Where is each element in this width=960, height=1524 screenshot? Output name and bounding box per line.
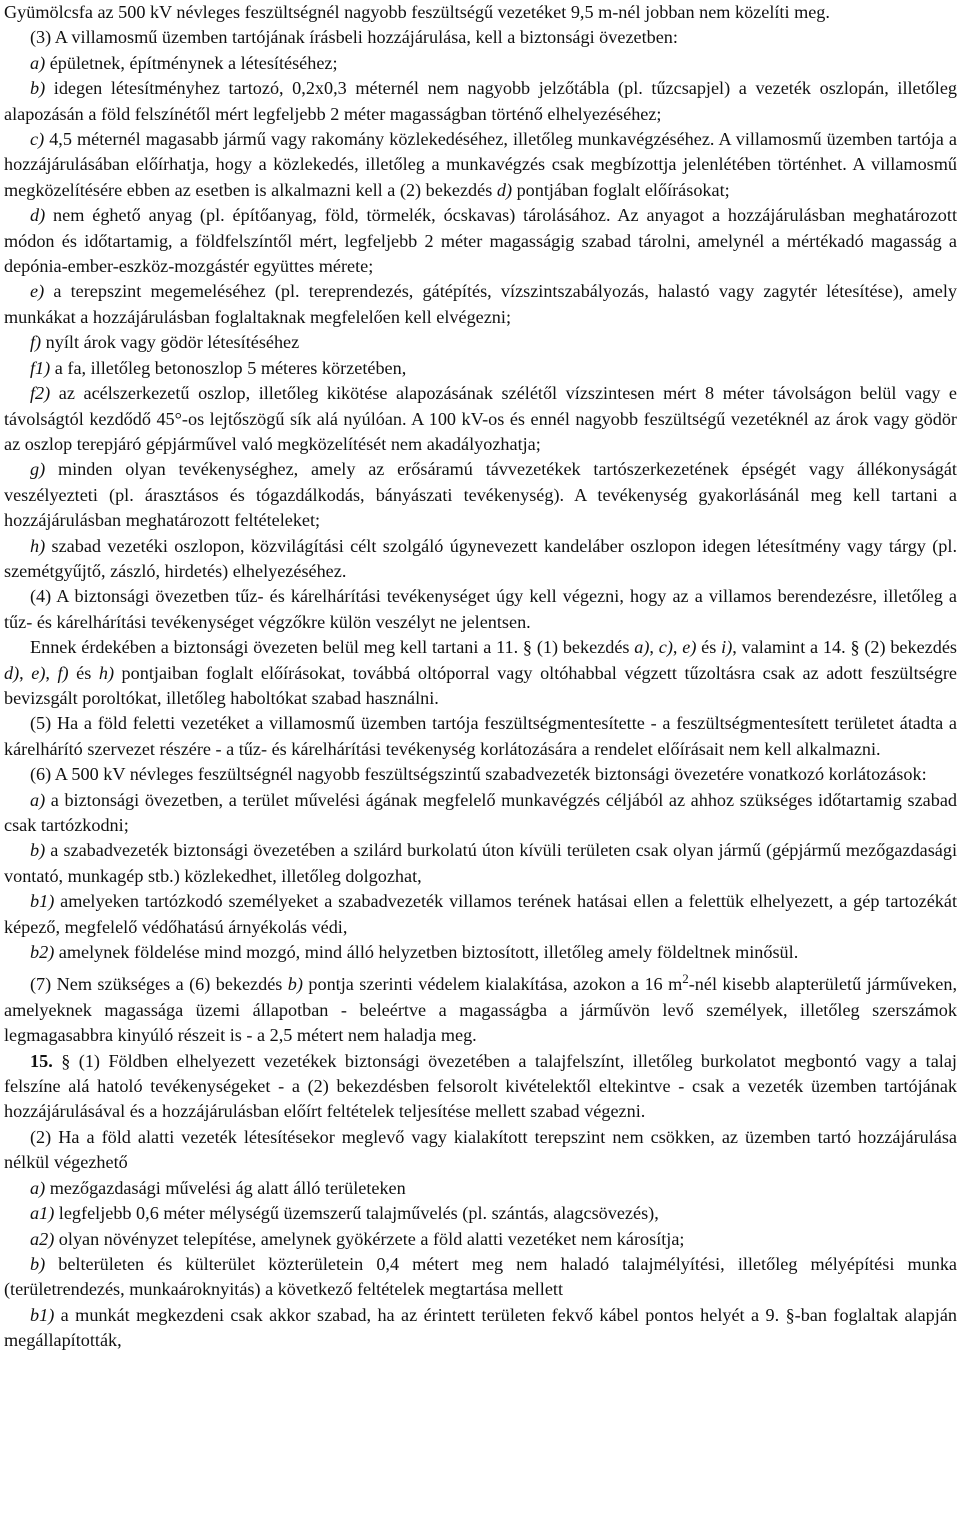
- paragraph: [4, 25, 957, 50]
- text-run: a szabadvezeték biztonsági övezetében a szilárd burkolatú úton kívüli területen csak olyan jármű (gépjármű mezőgazdasági vontató, munkagép stb.) közlekedhet, illetőleg dolgozhat,: [4, 840, 957, 886]
- text-run: szabad vezetéki oszlopon, közvilágítási célt szolgáló úgynevezett kandeláber oszlopon idegen létesítmény vagy tárgy (pl. szemétgyűjtő, zászló, hirdetés) elhelyezéséhez.: [4, 535, 957, 581]
- text-run: (2) Ha a föld alatti vezeték létesítésekor meglevő vagy kialakított terepszint nem csökken, az üzemben tartó hozzájárulása nélkül végezhető: [4, 1126, 957, 1173]
- paragraph: [4, 203, 957, 279]
- paragraph: [4, 838, 957, 889]
- text-run: a munkát megkezdeni csak akkor szabad, ha az érintett területen fekvő kábel pontos helyét a 9. §-ban foglaltak alapján megállapították,: [4, 1304, 957, 1351]
- item-marker: i): [721, 637, 733, 658]
- text-run: az acélszerkezetű oszlop, illetőleg kikötése alapozásának szélétől vízszintesen mért 8 méter távolságon belül vagy e távolságtól kezdődő 45°-os lejtőszögű sík alá nyúlóan. A 100 kV-os és ennél nagyobb feszültségű vezetéknél az árok vagy gödör az oszlop terepjáró gépjárművel való megközelítését nem akadályozhatja;: [4, 383, 957, 454]
- text-run: ,: [649, 637, 659, 658]
- paragraph: [4, 381, 957, 457]
- item-marker: c): [658, 637, 673, 658]
- text-run: (4) A biztonsági övezetben tűz- és kárelhárítási tevékenységet úgy kell végezni, hogy az a villamos berendezésre, illetőleg a tűz- és kárelhárítási tevékenységet végzőkre külön veszélyt ne jelentsen.: [4, 586, 957, 632]
- paragraph: [4, 635, 957, 711]
- item-marker: b): [287, 974, 303, 995]
- item-marker: e): [31, 662, 46, 683]
- item-marker: f2): [30, 383, 51, 404]
- text-run: a terepszint megemeléséhez (pl. tereprendezés, gátépítés, vízszintszabályozás, halastó vagy zagytér létesítése), amely munkákat a hozzájárulásban foglaltaknak megfelelően kell elvégezni;: [4, 281, 957, 327]
- paragraph: [4, 584, 957, 635]
- paragraph: [4, 279, 957, 330]
- paragraph: [4, 0, 957, 25]
- item-marker: c): [30, 129, 45, 150]
- item-marker: f1): [30, 357, 51, 378]
- text-run: , valamint a 14. § (2) bekezdés: [732, 637, 957, 658]
- item-marker: a): [30, 1177, 46, 1198]
- text-run: § (1) Földben elhelyezett vezetékek biztonsági övezetében a talajfelszínt, illetőleg burkolatot megbontó vagy a talaj felszíne alá hatoló tevékenységeket - a (2) bekezdésben felsorolt kivételektől eltekintve - csak a vezeték üzemben tartójának hozzájárulásával és a hozzájárulásban előírt feltételek teljesítése mellett szabad végezni.: [4, 1050, 957, 1122]
- text-run: a fa, illetőleg betonoszlop 5 méteres körzetében,: [50, 357, 407, 378]
- text-run: amelyeken tartózkodó személyeket a szabadvezeték villamos terének hatásai ellen a felettük elhelyezett, a gép tartozékát képező, megfelelő védőhatású árnyékolás védi,: [4, 891, 957, 937]
- text-run: belterületen és külterület közterületein 0,4 métert meg nem haladó talajmélyítési, illetőleg mélyépítési munka (területrendezés, munkaároknyitás) a következő feltételek megtartása mellett: [4, 1253, 957, 1300]
- paragraph: [4, 711, 957, 762]
- section-number: 15.: [30, 1050, 53, 1071]
- item-marker: d): [496, 179, 513, 200]
- paragraph: [4, 1227, 957, 1252]
- text-run: és: [68, 662, 99, 683]
- paragraph: [4, 1176, 957, 1201]
- item-marker: e): [682, 637, 697, 658]
- item-marker: a2): [30, 1228, 55, 1249]
- item-marker: a1): [30, 1203, 55, 1224]
- paragraph: [4, 762, 957, 787]
- text-run: nyílt árok vagy gödör létesítéséhez: [41, 332, 300, 353]
- text-run: mezőgazdasági művelési ág alatt álló területeken: [45, 1177, 406, 1198]
- item-marker: a): [30, 789, 46, 810]
- text-run: Gyümölcsfa az 500 kV névleges feszültségnél nagyobb feszültségű vezetéket 9,5 m-nél jobban nem közelíti meg.: [4, 2, 830, 22]
- superscript: 2: [682, 971, 689, 987]
- paragraph: [4, 330, 957, 355]
- text-run: épületnek, építménynek a létesítéséhez;: [45, 52, 338, 73]
- item-marker: b2): [30, 942, 55, 963]
- text-run: ,: [672, 637, 683, 658]
- text-run: (3) A villamosmű üzemben tartójának írásbeli hozzájárulása, kell a biztonsági övezetben:: [30, 27, 678, 48]
- item-marker: d): [30, 205, 46, 226]
- paragraph: [4, 889, 957, 940]
- text-run: ,: [19, 662, 32, 683]
- text-run: a biztonsági övezetben, a terület művelési ágának megfelelő munkavégzés céljából az ahhoz szükséges időtartamig szabad csak tartózkodni;: [4, 789, 957, 835]
- text-run: (5) Ha a föld feletti vezetéket a villamosmű üzemben tartója feszültségmentesítette - a feszültségmentesített területet átadta a kárelhárító szervezet részére - a tűz- és kárelhárítási tevékenység korlátozására a rendelet előírásait nem kell alkalmazni.: [4, 713, 957, 759]
- item-marker: b): [30, 840, 46, 861]
- text-run: (6) A 500 kV névleges feszültségnél nagyobb feszültségszintű szabadvezeték biztonsági övezetére vonatkozó korlátozások:: [30, 764, 927, 785]
- item-marker: h): [30, 535, 46, 556]
- paragraph: [4, 534, 957, 585]
- item-marker: b1): [30, 1304, 55, 1325]
- item-marker: f): [57, 662, 69, 683]
- item-marker: f): [30, 332, 42, 353]
- paragraph: [4, 972, 957, 1048]
- paragraph-spacer: [4, 965, 957, 972]
- paragraph: [4, 356, 957, 381]
- text-run: Ennek érdekében a biztonsági övezeten belül meg kell tartani a 11. § (1) bekezdés: [30, 637, 635, 658]
- item-marker: b1): [30, 891, 55, 912]
- text-run: és: [696, 637, 722, 658]
- text-run: idegen létesítményhez tartozó, 0,2x0,3 méternél nem nagyobb jelzőtábla (pl. tűzcsapjel) a vezeték oszlopán, illetőleg alapozásán a föld felszínétől mért legfeljebb 2 méter magasságban történő elhelyezéséhez;: [4, 78, 957, 124]
- paragraph: [4, 457, 957, 533]
- paragraph: [4, 1252, 957, 1303]
- text-run: ,: [45, 662, 58, 683]
- text-run: pontjaiban foglalt előírásokat, továbbá oltóporral vagy oltóhabbal végzett tűzoltásra csak az adott feszültségre bevizsgált poroltókat, illetőleg haboltókat szabad használni.: [4, 662, 957, 708]
- text-run: pontjában foglalt előírásokat;: [512, 179, 730, 200]
- item-marker: b): [30, 1253, 46, 1274]
- text-run: amelynek földelése mind mozgó, mind álló helyzetben biztosított, illetőleg amely földeltnek minősül.: [54, 942, 799, 963]
- item-marker: a): [30, 52, 46, 73]
- text-run: legfeljebb 0,6 méter mélységű üzemszerű talajművelés (pl. szántás, alagcsövezés),: [54, 1203, 659, 1224]
- text-run: olyan növényzet telepítése, amelynek gyökérzete a föld alatti vezetéket nem károsítja;: [54, 1228, 685, 1249]
- paragraph: [4, 51, 957, 76]
- item-marker: a): [634, 637, 650, 658]
- paragraph: [4, 1201, 957, 1226]
- paragraph: [4, 76, 957, 127]
- item-marker: d): [4, 662, 20, 683]
- paragraph: [4, 1303, 957, 1354]
- text-run: minden olyan tevékenységhez, amely az erősáramú távvezetékek tartószerkezetének épségét vagy állékonyságát veszélyezteti (pl. árasztásos és tógazdálkodás, bányászati tevékenység). A tevékenység gyakorlásánál meg kell tartani a hozzájárulásban meghatározott feltételeket;: [4, 459, 957, 531]
- item-marker: h): [98, 662, 115, 683]
- paragraph: [4, 788, 957, 839]
- text-run: 4,5 méternél magasabb jármű vagy rakomány közlekedéséhez, illetőleg munkavégzéséhez. A villamosmű üzemben tartója a hozzájárulásában előírhatja, hogy a közlekedés, illetőleg a munkavégzés csak megbízottja jelenlétében történhet. A villamosmű megközelítésére ebben az esetben is alkalmazni kell a (2) bekezdés: [4, 129, 957, 200]
- item-marker: b): [30, 78, 46, 99]
- paragraph: [4, 127, 957, 203]
- text-run: nem éghető anyag (pl. építőanyag, föld, törmelék, ócskavas) tárolásához. Az anyagot a hozzájárulásban meghatározott módon és időtartamig, a földfelszíntől mért, legfeljebb 2 méter magasságig szabad tárolni, amelynél a mértékadó magasság a depónia-ember-eszköz-mozgástér együttes mérete;: [4, 205, 957, 277]
- text-run: -nél kisebb alapterületű járműveken, amelyeknek magassága üzemi állapotban - beleértve a magasságba a járművön levő személyek, illetőleg szerszámok legmagasabbra kinyúló részeit is - a 2,5 métert nem haladja meg.: [4, 974, 957, 1046]
- paragraph: [4, 940, 957, 965]
- paragraph: [4, 1125, 957, 1176]
- text-run: pontja szerinti védelem kialakítása, azokon a 16 m: [302, 974, 683, 995]
- text-run: (7) Nem szükséges a (6) bekezdés: [30, 974, 288, 995]
- item-marker: g): [30, 459, 46, 480]
- item-marker: e): [30, 281, 45, 302]
- paragraph: [4, 1049, 957, 1125]
